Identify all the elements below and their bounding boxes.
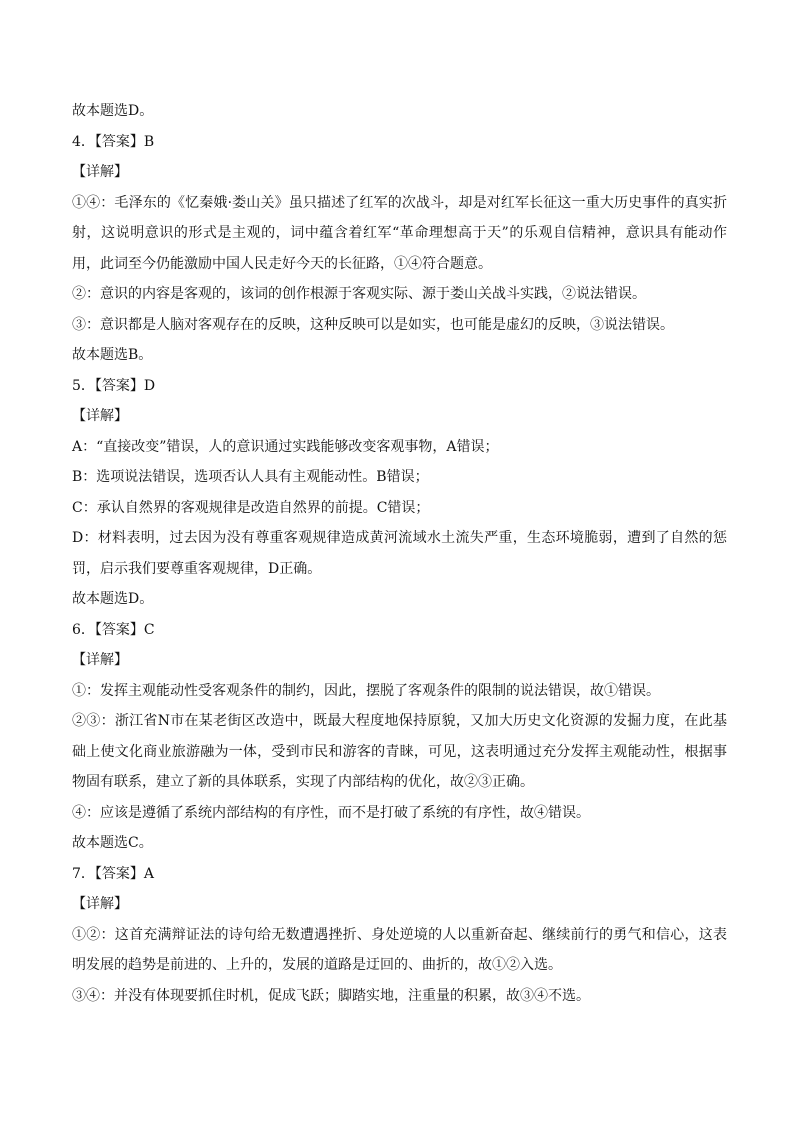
explanation-paragraph: C：承认自然界的客观规律是改造自然界的前提。C错误； <box>72 499 430 516</box>
explanation-paragraph: ②③：浙江省N市在某老街区改造中，既最大程度地保持原貌，又加大历史文化资源的发掘力度，在此基础上使文化商业旅游融为一体，受到市民和游客的青睐，可见，这表明通过充分发挥主观能动性，根据事物固有联系，建立了新的具体联系，实现了内部结构的优化，故②③正确。 <box>72 713 727 790</box>
explanation-paragraph: B：选项说法错误，选项否认人具有主观能动性。B错误； <box>72 469 429 485</box>
explanation-paragraph: ③④：并没有体现要抓住时机，促成飞跃；脚踏实地，注重量的积累，故③④不选。 <box>72 987 590 1004</box>
explanation-paragraph: ③：意识都是人脑对客观存在的反映，这种反映可以是如实，也可能是虚幻的反映，③说法错误。 <box>72 316 674 333</box>
explanation-label-q5: 【详解】 <box>72 408 128 424</box>
explanation-paragraph: ①④：毛泽东的《忆秦娥·娄山关》虽只描述了红军的次战斗，却是对红军长征这一重大历史事件的真实折射，这说明意识的形式是主观的，词中蕴含着红军“革命理想高于天”的乐观自信精神，意识具有能动作用，此词至今仍能激励中国人民走好今天的长征路，①④符合题意。 <box>72 194 727 272</box>
conclusion-q3: 故本题选D。 <box>72 103 154 119</box>
explanation-label-q4: 【详解】 <box>72 164 128 180</box>
explanation-paragraph: ④：应该是遵循了系统内部结构的有序性，而不是打破了系统的有序性，故④错误。 <box>72 804 590 821</box>
explanation-paragraph: ①②：这首充满辩证法的诗句给无数遭遇挫折、身处逆境的人以重新奋起、继续前行的勇气和信心，这表明发展的趋势是前进的、上升的，发展的道路是迂回的、曲折的，故①②入选。 <box>72 926 727 973</box>
conclusion-q6: 故本题选C。 <box>72 835 153 851</box>
explanation-paragraph: A：“直接改变”错误，人的意识通过实践能够改变客观事物，A错误； <box>72 438 499 455</box>
explanation-paragraph: D：材料表明，过去因为没有尊重客观规律造成黄河流域水土流失严重，生态环境脆弱，遭到了自然的惩罚，启示我们要尊重客观规律，D正确。 <box>72 530 727 577</box>
conclusion-q4: 故本题选B。 <box>72 347 153 363</box>
explanation-paragraph: ②：意识的内容是客观的，该词的创作根源于客观实际、源于娄山关战斗实践，②说法错误。 <box>72 286 646 302</box>
answer-heading-q6: 6．【答案】C <box>72 621 155 638</box>
explanation-label-q7: 【详解】 <box>72 896 128 912</box>
explanation-paragraph: ①：发挥主观能动性受客观条件的制约，因此，摆脱了客观条件的限制的说法错误，故①错误。 <box>72 682 660 699</box>
answer-heading-q5: 5．【答案】D <box>72 377 156 394</box>
answer-heading-q4: 4．【答案】B <box>72 133 155 150</box>
answer-explanations <box>72 96 727 1011</box>
conclusion-q5: 故本题选D。 <box>72 591 154 607</box>
answer-heading-q7: 7．【答案】A <box>72 865 155 882</box>
explanation-label-q6: 【详解】 <box>72 652 128 668</box>
